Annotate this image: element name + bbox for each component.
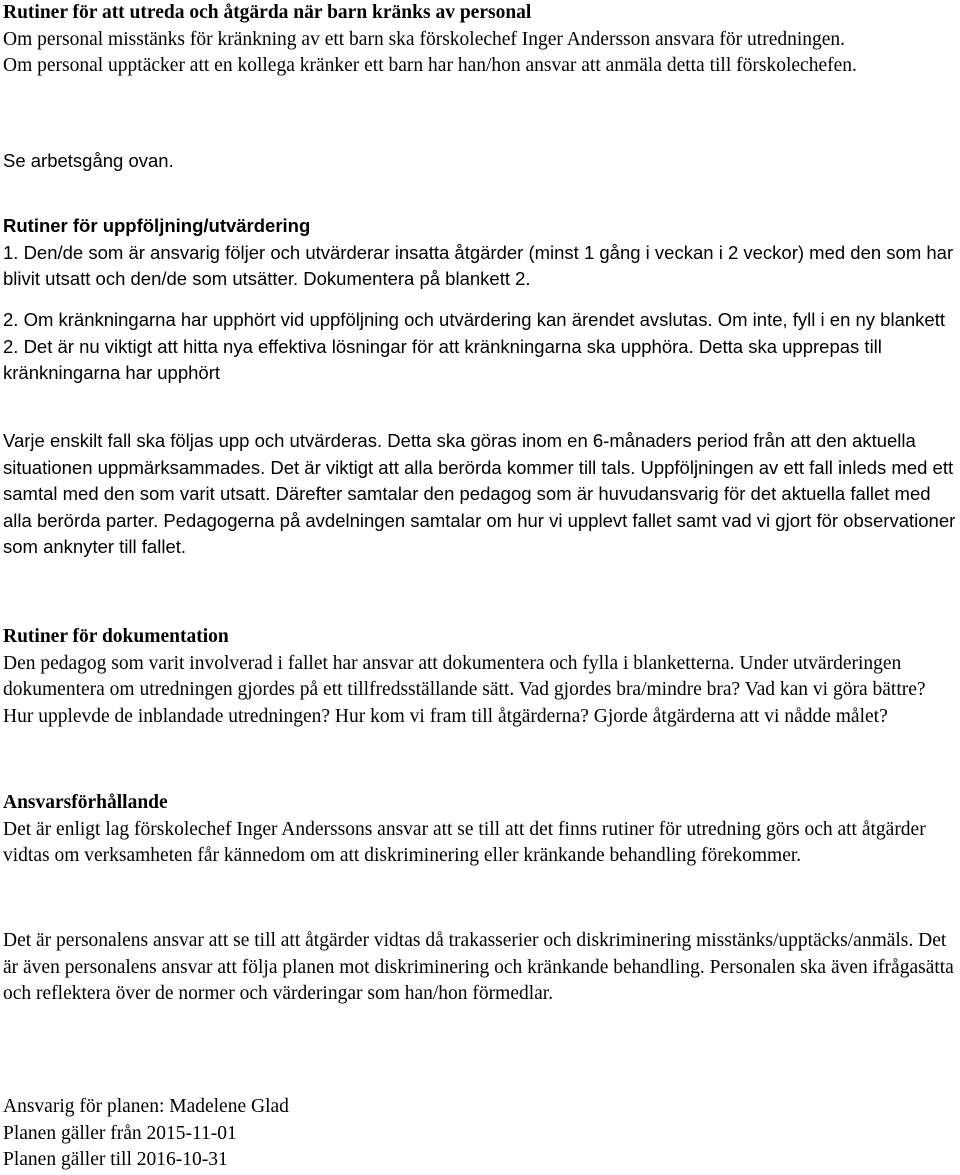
plan-valid-from: Planen gäller från 2015-11-01 (3, 1122, 237, 1144)
plan-footer (3, 1094, 958, 1174)
paragraph-see-workflow: Se arbetsgång ovan. (3, 150, 174, 171)
paragraph-followup-2: 2. Om kränkningarna har upphört vid uppföljning och utvärdering kan ärendet avslutas. Om inte, fyll i en ny blankett 2. Det är nu viktigt att hitta nya effektiva lösningar för att kränkningarna ska upphöra. Detta ska upprepas till kränkningarna har upphört (3, 309, 945, 383)
heading-followup: Rutiner för uppföljning/utvärdering (3, 215, 311, 236)
heading-documentation: Rutiner för dokumentation (3, 626, 229, 647)
heading-investigation: Rutiner för att utreda och åtgärda när barn kränks av personal (3, 2, 532, 23)
section-investigation (3, 0, 958, 80)
section-responsibility (3, 790, 958, 870)
section-documentation (3, 624, 958, 730)
paragraph-evaluation: Varje enskilt fall ska följas upp och utvärderas. Detta ska göras inom en 6-månaders period från att den aktuella situationen uppmärksammades. Det är viktigt att alla berörda kommer till tals. Uppföljningen av ett fall inleds med ett samtal med den som varit utsatt. Därefter samtalar den pedagog som är huvudansvarig för det aktuella fallet med alla berörda parter. Pedagogerna på avdelningen samtalar om hur vi upplevt fallet samt vad vi gjort för observationer som anknyter till fallet. (3, 430, 956, 557)
paragraph-investigation-1: Om personal misstänks för kränkning av ett barn ska förskolechef Inger Andersson ansvara för utredningen. (3, 28, 846, 50)
paragraph-responsibility-1: Det är enligt lag förskolechef Inger Anderssons ansvar att se till att det finns rutiner för utredning görs och att åtgärder vidtas om verksamheten får kännedom om att diskriminering eller kränkande behandling förekommer. (3, 818, 926, 866)
section-followup-2 (3, 307, 958, 387)
section-followup (3, 213, 958, 293)
paragraph-responsibility-2: Det är personalens ansvar att se till att åtgärder vidtas då trakasserier och diskriminering misstänks/upptäcks/anmäls. Det är även personalens ansvar att följa planen mot diskriminering och kränkande behandling. Personalen ska även ifrågasätta och reflektera över de normer och värderingar som han/hon förmedlar. (3, 930, 954, 1004)
plan-responsible: Ansvarig för planen: Madelene Glad (3, 1096, 289, 1117)
plan-valid-to: Planen gäller till 2016-10-31 (3, 1149, 228, 1170)
paragraph-documentation: Den pedagog som varit involverad i fallet har ansvar att dokumentera och fylla i blanketterna. Under utvärderingen dokumentera om utredningen gjordes på ett tillfredsställande sätt. Vad gjordes bra/mindre bra? Vad kan vi göra bättre? Hur upplevde de inblandade utredningen? Hur kom vi fram till åtgärderna? Gjorde åtgärderna att vi nådde målet? (3, 652, 926, 727)
paragraph-investigation-2: Om personal upptäcker att en kollega kränker ett barn har han/hon ansvar att anmäla detta till förskolechefen. (3, 55, 857, 76)
section-workflow-ref (3, 148, 958, 175)
section-evaluation (3, 428, 958, 561)
section-responsibility-2 (3, 928, 958, 1008)
paragraph-followup-1: 1. Den/de som är ansvarig följer och utvärderar insatta åtgärder (minst 1 gång i veckan i 2 veckor) med den som har blivit utsatt och den/de som utsätter. Dokumentera på blankett 2. (3, 241, 954, 289)
heading-responsibility: Ansvarsförhållande (3, 792, 168, 813)
